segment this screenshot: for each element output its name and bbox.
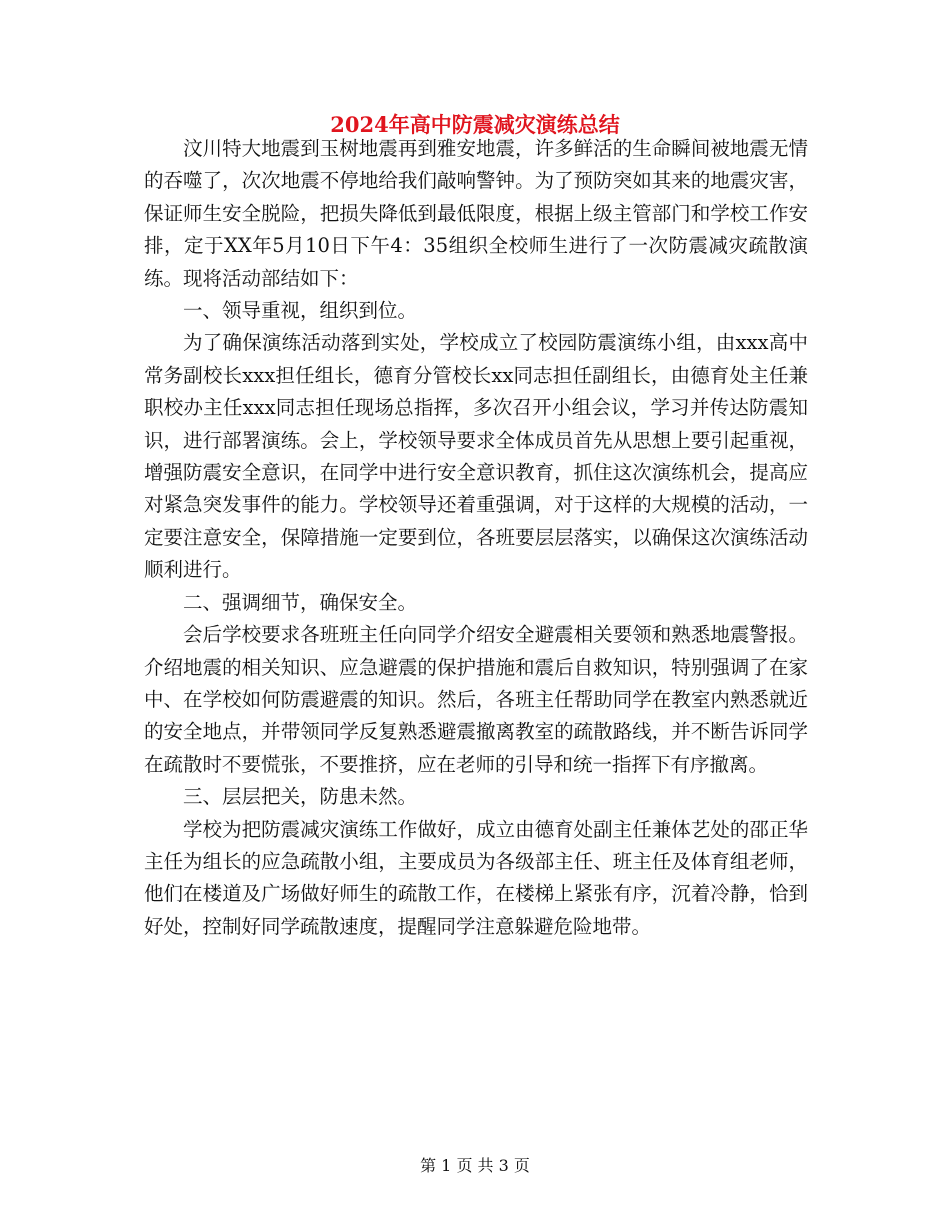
paragraph-section-3: 学校为把防震减灾演练工作做好，成立由德育处副主任兼体艺处的邵正华主任为组长的应急疏散小组，主要成员为各级部主任、班主任及体育组老师，他们在楼道及广场做好师生的疏散工作，在楼梯上紧张有序，沉着冷静，恰到好处，控制好同学疏散速度，提醒同学注意躲避危险地带。 (144, 817, 808, 938)
document-body (144, 133, 808, 943)
page-number-footer: 第 1 页 共 3 页 (420, 1156, 530, 1175)
document-title: 2024年高中防震减灾演练总结 (330, 112, 620, 137)
section-heading-2: 二、强调细节，确保安全。 (183, 590, 418, 614)
section-heading-3: 三、层层把关，防患未然。 (183, 785, 418, 809)
section-heading-1: 一、领导重视，组织到位。 (183, 299, 418, 323)
paragraph-section-1: 为了确保演练活动落到实处，学校成立了校园防震演练小组，由xxx高中常务副校长xxx担任组长，德育分管校长xx同志担任副组长，由德育处主任兼职校办主任xxx同志担任现场总指挥，多次召开小组会议，学习并传达防震知识，进行部署演练。会上，学校领导要求全体成员首先从思想上要引起重视，增强防震安全意识，在同学中进行安全意识教育，抓住这次演练机会，提高应对紧急突发事件的能力。学校领导还着重强调，对于这样的大规模的活动，一定要注意安全，保障措施一定要到位，各班要层层落实，以确保这次演练活动顺利进行。 (144, 331, 808, 582)
paragraph-section-2: 会后学校要求各班班主任向同学介绍安全避震相关要领和熟悉地震警报。介绍地震的相关知识、应急避震的保护措施和震后自救知识，特别强调了在家中、在学校如何防震避震的知识。然后，各班主任帮助同学在教室内熟悉就近的安全地点，并带领同学反复熟悉避震撤离教室的疏散路线，并不断告诉同学在疏散时不要慌张，不要推挤，应在老师的引导和统一指挥下有序撤离。 (144, 623, 808, 776)
paragraph-intro: 汶川特大地震到玉树地震再到雅安地震，许多鲜活的生命瞬间被地震无情的吞噬了，次次地震不停地给我们敲响警钟。为了预防突如其来的地震灾害，保证师生安全脱险，把损失降低到最低限度，根据上级主管部门和学校工作安排，定于XX年5月10日下午4：35组织全校师生进行了一次防震减灾疏散演练。现将活动部结如下： (144, 137, 808, 290)
